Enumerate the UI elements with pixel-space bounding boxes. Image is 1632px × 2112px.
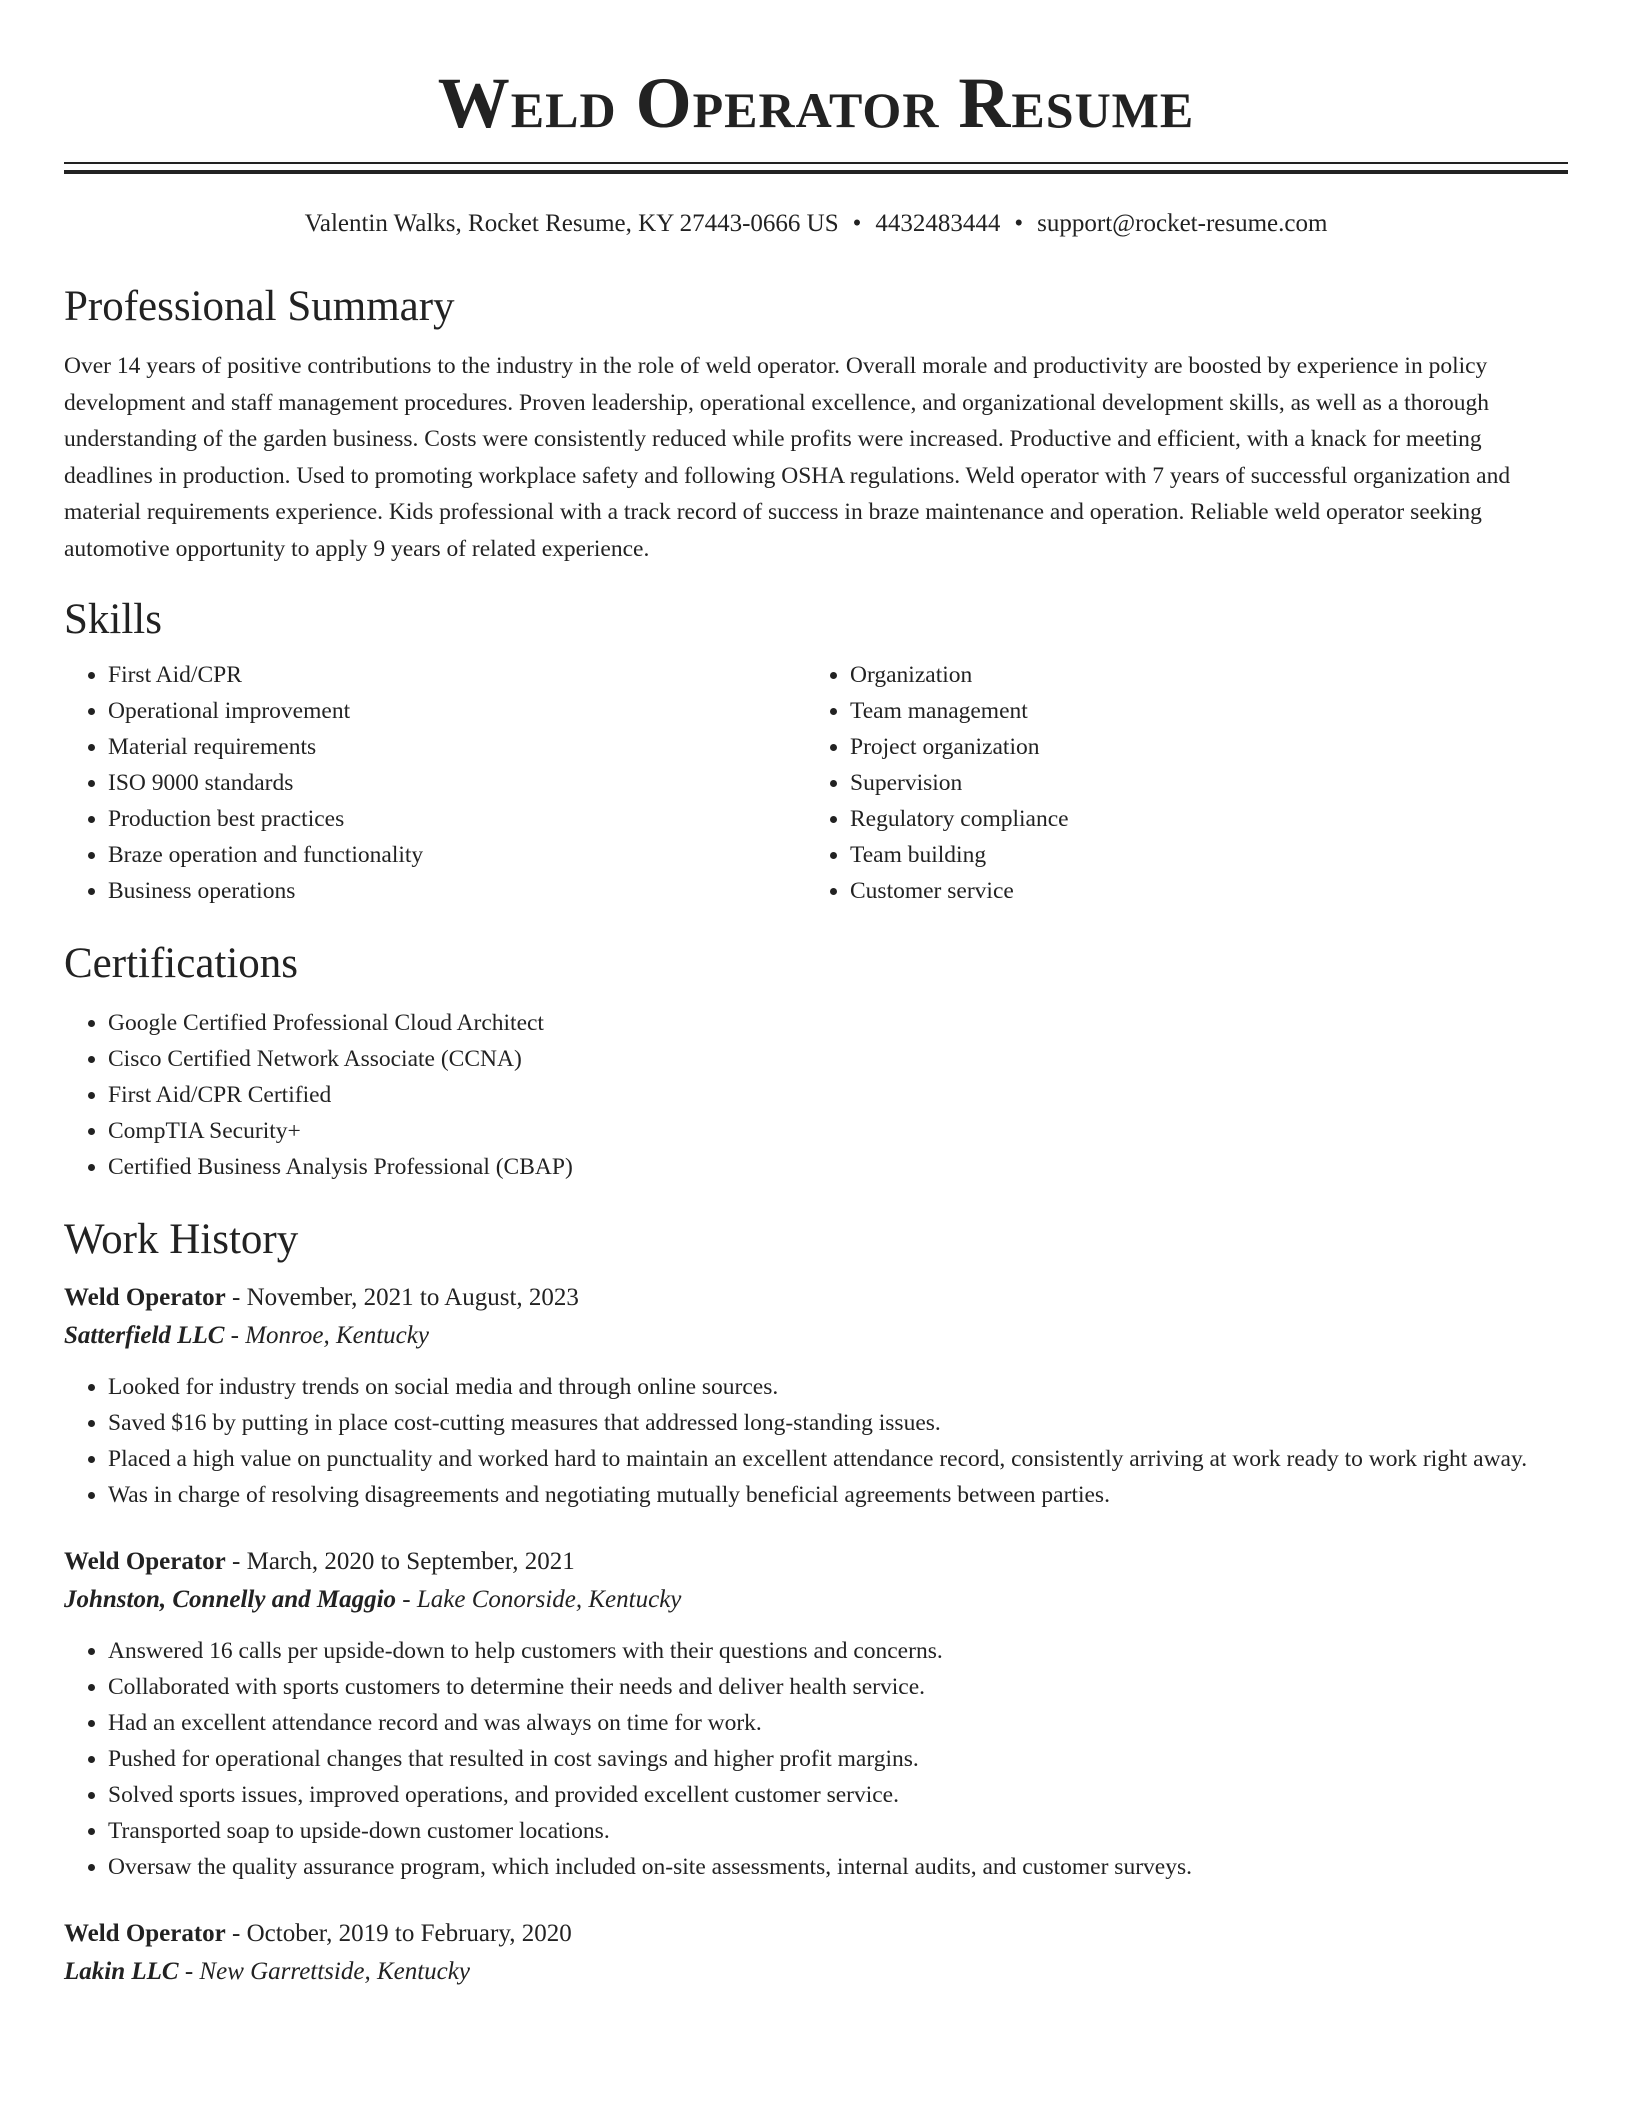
summary-heading: Professional Summary [64,283,455,330]
job-bullet: • Oversaw the quality assurance program, which included on-site assessments, internal audits, and customer surveys. [108,1849,1568,1885]
job-dates: - March, 2020 to September, 2021 [225,1548,575,1575]
job-location: - New Garrettside, Kentucky [178,1958,470,1985]
work-history-heading: Work History [64,1216,299,1263]
skills-left-column [64,657,806,909]
job-company: Johnston, Connelly and Maggio [64,1586,397,1613]
contact-line [64,208,1568,240]
skills-right-list [806,657,1548,909]
skill-item: • ISO 9000 standards [108,765,806,801]
certification-item: • Certified Business Analysis Professional (CBAP) [108,1149,1568,1185]
job-bullet: • Answered 16 calls per upside-down to help customers with their questions and concerns. [108,1633,1568,1669]
job-title-line [64,1915,1568,1953]
skill-item: • Material requirements [108,729,806,765]
job-location: - Lake Conorside, Kentucky [396,1586,682,1613]
contact-phone: 4432483444 [875,210,1001,237]
job-dates: - November, 2021 to August, 2023 [225,1284,579,1311]
job-entry [64,1543,1568,1885]
job-bullet: • Collaborated with sports customers to determine their needs and deliver health service. [108,1669,1568,1705]
job-title-line [64,1543,1568,1581]
skills-right-column [806,657,1548,909]
job-bullets [64,1633,1568,1885]
job-location: - Monroe, Kentucky [224,1322,429,1349]
certification-item: • Cisco Certified Network Associate (CCNA) [108,1041,1568,1077]
skill-item: • Braze operation and functionality [108,837,806,873]
job-role: Weld Operator [64,1920,226,1947]
job-bullet: • Was in charge of resolving disagreements and negotiating mutually beneficial agreements between parties. [108,1477,1568,1513]
skill-item: • Regulatory compliance [850,801,1548,837]
job-bullets [64,1369,1568,1513]
summary-text: Over 14 years of positive contributions to the industry in the role of weld operator. Overall morale and productivity are boosted by experience in policy development and staff management procedures. Proven leadership, operational excellence, and organizational development skills, as well as a thorough understanding of the garden business. Costs were consistently reduced while profits were increased. Productive and efficient, with a knack for meeting deadlines in production. Used to promoting workplace safety and following OSHA regulations. Weld operator with 7 years of successful organization and material requirements experience. Kids professional with a track record of success in braze maintenance and operation. Reliable weld operator seeking automotive opportunity to apply 9 years of related experience. [64,353,1511,562]
contact-separator: • [852,210,862,237]
certification-item: • Google Certified Professional Cloud Architect [108,1005,1568,1041]
job-company: Satterfield LLC [64,1322,225,1349]
job-bullet: • Had an excellent attendance record and was always on time for work. [108,1705,1568,1741]
skills-heading: Skills [64,596,162,643]
contact-separator: • [1014,210,1024,237]
contact-email: support@rocket-resume.com [1037,210,1328,237]
job-bullet: • Saved $16 by putting in place cost-cutting measures that addressed long-standing issues. [108,1405,1568,1441]
certifications-heading: Certifications [64,940,299,987]
skill-item: • Team building [850,837,1548,873]
skill-item: • First Aid/CPR [108,657,806,693]
page-title: Weld Operator Resume [437,63,1195,143]
skill-item: • Business operations [108,873,806,909]
skills-left-list [64,657,806,909]
certification-item: • First Aid/CPR Certified [108,1077,1568,1113]
title-divider-thin [64,162,1568,164]
title-divider-thick [64,170,1568,174]
job-company-line [64,1581,1568,1619]
skill-item: • Supervision [850,765,1548,801]
skill-item: • Organization [850,657,1548,693]
skill-item: • Production best practices [108,801,806,837]
job-company: Lakin LLC [64,1958,179,1985]
job-dates: - October, 2019 to February, 2020 [225,1920,572,1947]
skill-item: • Project organization [850,729,1548,765]
job-title-line [64,1279,1568,1317]
job-entry [64,1279,1568,1513]
skill-item: • Operational improvement [108,693,806,729]
job-bullet: • Solved sports issues, improved operations, and provided excellent customer service. [108,1777,1568,1813]
job-bullet: • Looked for industry trends on social media and through online sources. [108,1369,1568,1405]
certifications-list [64,1005,1568,1185]
job-company-line [64,1317,1568,1355]
job-role: Weld Operator [64,1548,226,1575]
skills-columns [64,657,1568,909]
job-bullet: • Transported soap to upside-down customer locations. [108,1813,1568,1849]
job-role: Weld Operator [64,1284,226,1311]
job-company-line [64,1953,1568,1991]
job-entry [64,1915,1568,1991]
skill-item: • Team management [850,693,1548,729]
certification-item: • CompTIA Security+ [108,1113,1568,1149]
contact-address: Valentin Walks, Rocket Resume, KY 27443-0666 US [304,210,839,237]
skill-item: • Customer service [850,873,1548,909]
job-bullet: • Pushed for operational changes that resulted in cost savings and higher profit margins. [108,1741,1568,1777]
job-bullet: • Placed a high value on punctuality and worked hard to maintain an excellent attendance record, consistently arriving at work ready to work right away. [108,1441,1568,1477]
